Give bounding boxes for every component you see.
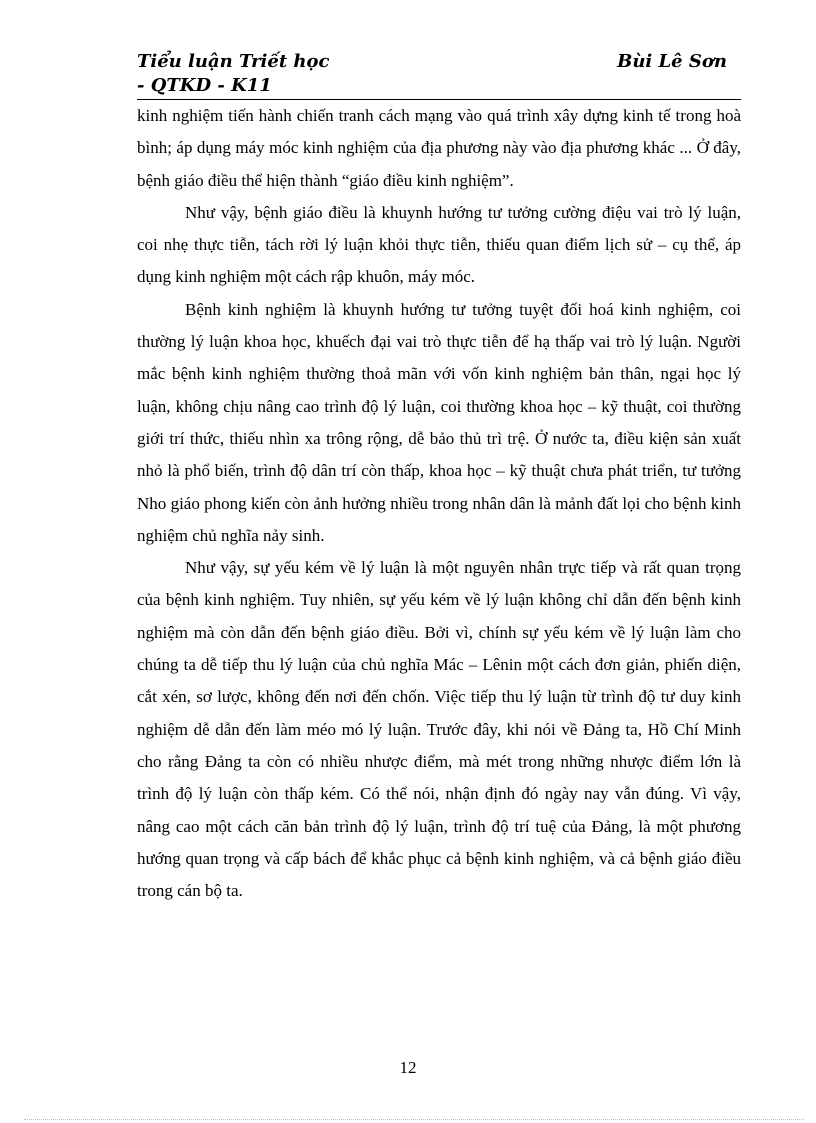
header-title-line1: Tiểu luận Triết học: [137, 51, 330, 72]
page-bottom-border: [24, 1119, 804, 1120]
header-title-line2: - QTKD - K11: [137, 75, 272, 96]
body-text: [137, 100, 741, 907]
page-header: [137, 50, 741, 98]
paragraph-1: kinh nghiệm tiến hành chiến tranh cách mạng vào quá trình xây dựng kinh tế trong hoà bình; áp dụng máy móc kinh nghiệm của địa phương này vào địa phương khác ... Ở đây, bệnh giáo điều thể hiện thành “giáo điều kinh nghiệm”.: [137, 106, 741, 190]
paragraph-2: Như vậy, bệnh giáo điều là khuynh hướng tư tưởng cường điệu vai trò lý luận, coi nhẹ thực tiễn, tách rời lý luận khỏi thực tiễn, thiếu quan điểm lịch sử – cụ thể, áp dụng kinh nghiệm một cách rập khuôn, máy móc.: [137, 202, 741, 287]
header-title: [137, 50, 329, 98]
paragraph-4: Như vậy, sự yếu kém về lý luận là một nguyên nhân trực tiếp và rất quan trọng của bệnh kinh nghiệm. Tuy nhiên, sự yếu kém về lý luận không chỉ dẫn đến bệnh kinh nghiệm mà còn dẫn đến bệnh giáo điều. Bởi vì, chính sự yếu kém về lý luận làm cho chúng ta dễ tiếp thu lý luận của chủ nghĩa Mác – Lênin một cách đơn giản, phiến diện, cắt xén, sơ lược, không đến nơi đến chốn. Việc tiếp thu lý luận từ trình độ tư duy kinh nghiệm dễ dẫn đến làm méo mó lý luận. Trước đây, khi nói về Đảng ta, Hồ Chí Minh cho rằng Đảng ta còn có nhiều nhược điểm, mà mét trong những nhược điểm lớn là trình độ lý luận còn thấp kém. Có thể nói, nhận định đó ngày nay vẫn đúng. Vì vậy, nâng cao một cách căn bản trình độ lý luận, trình độ trí tuệ của Đảng, là một phương hướng quan trọng và cấp bách để khắc phục cả bệnh kinh nghiệm, và cả bệnh giáo điều trong cán bộ ta.: [137, 558, 741, 901]
page-number: 12: [399, 1058, 417, 1077]
header-author: Bùi Lê Sơn: [617, 51, 727, 72]
paragraph-3: Bệnh kinh nghiệm là khuynh hướng tư tưởng tuyệt đối hoá kinh nghiệm, coi thường lý luận khoa học, khuếch đại vai trò thực tiễn để hạ thấp vai trò lý luận. Người mắc bệnh kinh nghiệm thường thoả mãn với vốn kinh nghiệm bản thân, ngại học lý luận, không chịu nâng cao trình độ lý luận, coi thường khoa học – kỹ thuật, coi thường giới trí thức, thiếu nhìn xa trông rộng, dễ bảo thủ trì trệ. Ở nước ta, điều kiện sản xuất nhỏ là phổ biến, trình độ dân trí còn thấp, khoa học – kỹ thuật chưa phát triển, tư tưởng Nho giáo phong kiến còn ảnh hưởng nhiều trong nhân dân là mảnh đất lọi cho bệnh kinh nghiệm chủ nghĩa nảy sinh.: [137, 299, 741, 545]
